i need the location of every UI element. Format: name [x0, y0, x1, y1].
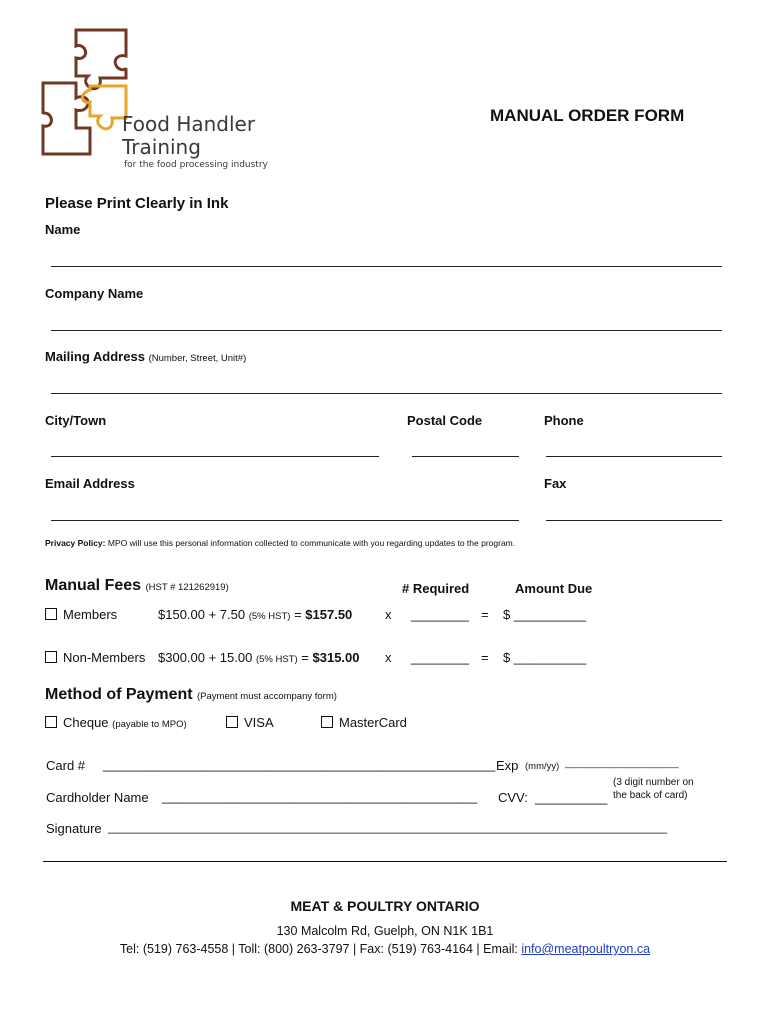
- logo-tagline: for the food processing industry: [124, 160, 268, 170]
- name-field[interactable]: [51, 266, 722, 267]
- signature-label: Signature: [46, 821, 102, 836]
- visa-label: VISA: [244, 715, 274, 730]
- nonmembers-required-field[interactable]: ________: [411, 650, 469, 665]
- payment-title-text: Method of Payment: [45, 686, 193, 703]
- hst-note: (HST # 121262919): [145, 582, 229, 593]
- form-title: MANUAL ORDER FORM: [490, 106, 685, 125]
- city-field[interactable]: [51, 456, 379, 457]
- nonmembers-calc: [158, 650, 360, 665]
- members-checkbox[interactable]: [45, 608, 57, 620]
- fax-label: Fax: [544, 476, 567, 491]
- logo-name-line2: Training: [122, 135, 201, 159]
- cardholder-field[interactable]: _____________________________________________: [162, 790, 478, 804]
- footer-org: MEAT & POULTRY ONTARIO: [290, 898, 480, 914]
- cvv-note-2: the back of card): [613, 790, 688, 801]
- mastercard-label: MasterCard: [339, 715, 407, 730]
- company-field[interactable]: [51, 330, 722, 331]
- company-label: Company Name: [45, 286, 144, 301]
- nonmembers-option[interactable]: [45, 650, 145, 665]
- footer-contact: [0, 942, 770, 956]
- nonmembers-total: $315.00: [312, 650, 360, 665]
- members-calc: [158, 607, 352, 622]
- mailing-label: [45, 349, 246, 364]
- cheque-checkbox[interactable]: [45, 716, 57, 728]
- footer-email-link[interactable]: info@meatpoultryon.ca: [521, 942, 651, 956]
- puzzle-logo-icon: [38, 28, 128, 163]
- members-option[interactable]: [45, 607, 117, 622]
- signature-field[interactable]: ______________________________________________________________________________________: [108, 821, 668, 834]
- members-label: Members: [63, 607, 118, 622]
- postal-field[interactable]: [412, 456, 519, 457]
- phone-field[interactable]: [546, 456, 722, 457]
- members-required-field[interactable]: ________: [411, 607, 469, 622]
- cheque-label: Cheque: [63, 715, 109, 730]
- mastercard-option[interactable]: [321, 715, 407, 730]
- members-eq2: =: [481, 607, 489, 622]
- phone-label: Phone: [544, 413, 584, 428]
- logo: [38, 28, 278, 178]
- privacy-text: MPO will use this personal information collected to communicate with you regarding updates to the program.: [107, 538, 516, 548]
- fees-title-text: Manual Fees: [45, 577, 142, 594]
- cheque-note: (payable to MPO): [112, 719, 187, 730]
- exp-field[interactable]: _______________________: [565, 758, 679, 768]
- nonmembers-calc-text: $300.00 + 15.00: [158, 650, 253, 665]
- footer-address: 130 Malcolm Rd, Guelph, ON N1K 1B1: [276, 924, 494, 938]
- mailing-note: (Number, Street, Unit#): [148, 353, 247, 364]
- email-field[interactable]: [51, 520, 519, 521]
- footer-contact-text: Tel: (519) 763-4558 | Toll: (800) 263-3797 | Fax: (519) 763-4164 | Email:: [119, 942, 522, 956]
- members-hst: (5% HST): [248, 611, 291, 622]
- fees-title: [45, 577, 229, 595]
- cvv-note-1: (3 digit number on: [613, 777, 694, 788]
- footer-divider: [43, 861, 727, 862]
- payment-note: (Payment must accompany form): [197, 691, 337, 702]
- visa-checkbox[interactable]: [226, 716, 238, 728]
- card-label: Card #: [46, 758, 86, 773]
- cvv-label: CVV:: [498, 790, 528, 805]
- members-eq: =: [294, 607, 302, 622]
- col-required: # Required: [402, 581, 470, 596]
- name-label: Name: [45, 222, 81, 237]
- payment-title: [45, 686, 337, 704]
- postal-label: Postal Code: [407, 413, 483, 428]
- city-label: City/Town: [45, 413, 107, 428]
- privacy-policy: [45, 538, 515, 548]
- nonmembers-checkbox[interactable]: [45, 651, 57, 663]
- email-label: Email Address: [45, 476, 135, 491]
- mastercard-checkbox[interactable]: [321, 716, 333, 728]
- nonmembers-amount-field[interactable]: $ __________: [503, 650, 587, 665]
- instructions: Please Print Clearly in Ink: [45, 195, 229, 212]
- nonmembers-eq: =: [301, 650, 309, 665]
- members-amount-field[interactable]: $ __________: [503, 607, 587, 622]
- members-total: $157.50: [305, 607, 353, 622]
- nonmembers-label: Non-Members: [63, 650, 146, 665]
- card-number-field[interactable]: ________________________________________________________: [103, 758, 496, 772]
- visa-option[interactable]: [226, 715, 274, 730]
- col-amount: Amount Due: [515, 581, 593, 596]
- members-calc-text: $150.00 + 7.50: [158, 607, 246, 622]
- nonmembers-hst: (5% HST): [255, 654, 298, 665]
- cardholder-label: Cardholder Name: [46, 790, 149, 805]
- mailing-field[interactable]: [51, 393, 722, 394]
- fax-field[interactable]: [546, 520, 722, 521]
- exp-label: Exp: [496, 758, 519, 773]
- nonmembers-x: x: [385, 650, 392, 665]
- cheque-option[interactable]: [45, 715, 187, 730]
- cvv-field[interactable]: __________: [535, 790, 608, 805]
- exp-note: (mm/yy): [525, 761, 560, 772]
- mailing-label-text: Mailing Address: [45, 349, 145, 364]
- privacy-label: Privacy Policy:: [45, 538, 106, 548]
- nonmembers-eq2: =: [481, 650, 489, 665]
- logo-name-line1: Food Handler: [122, 112, 256, 136]
- members-x: x: [385, 607, 392, 622]
